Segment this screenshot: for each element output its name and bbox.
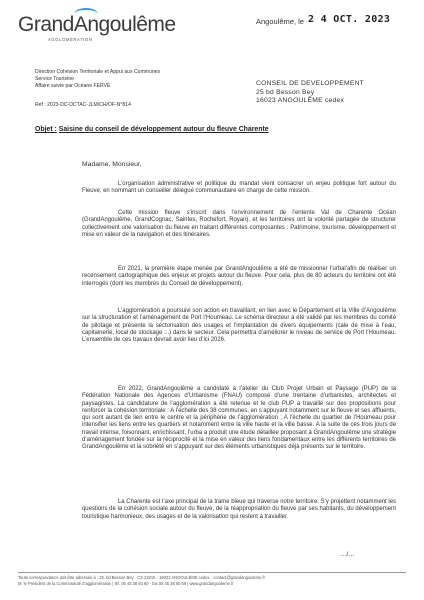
sender-block	[35, 69, 225, 91]
subject-label: Objet :	[35, 126, 57, 133]
body-paragraph: L’agglomération a poursuivi son action en travaillant, en lien avec le Département et la Ville d’Angoulême sur la structuration et l’aménagement de Port l’Houmeau. Le schéma directeur a été validé par les membres du comité de pilotage et présente la sectorisation des usages et l’implantation de divers équipements (cale de mise à l’eau, capitainerie, local de stockage ...) dans le secteur. Cela permettra d’améliorer le niveau de service de Port l’Houmeau. L’ensemble de ces travaux devrait avoir lieu d’ici 2026.	[82, 308, 396, 344]
logo-arc-icon	[74, 8, 98, 20]
subject-text: Saisine du conseil de développement autour du fleuve Charente	[58, 126, 269, 133]
recipient-line: 25 bd Besson Bey	[256, 88, 315, 96]
logo-tagline: AGGLOMÉRATION	[48, 37, 93, 42]
sender-line: Service Tourisme	[35, 76, 74, 83]
body-paragraph: La Charente est l’axe principal de la trame bleue qui traverse notre territoire. S’y projettent notamment les questions de la cohésion sociale autour du fleuve, de la réappropriation du fleuve par ses habitants, du développement touristique harmonieux, des usages et de la valorisation qui restent à travailler.	[82, 499, 396, 520]
footer-contact: M. le Président de la Communauté d’agglomération | tél. 05 45 38 60 60 · fax 05 45 38 60 59 | www.grandangouleme.fr	[18, 581, 234, 586]
logo-text: GrandAngoulême	[18, 13, 176, 36]
subject-line	[35, 126, 269, 133]
reference: Réf : 2023-DC-DCTAC-JLM/CH/OF-N°814	[35, 102, 131, 108]
continuation-marker: …/…	[340, 551, 355, 558]
footer	[18, 575, 408, 587]
date-stamp: 2 4 OCT. 2023	[308, 14, 391, 25]
footer-divider	[18, 572, 406, 573]
recipient-line: CONSEIL DE DEVELOPPEMENT	[256, 80, 365, 87]
recipient-line: 16023 ANGOULÊME cedex	[256, 97, 345, 104]
sender-line: Direction Cohésion Territoriale et Appui aux Communes	[35, 69, 161, 75]
place-label: Angoulême, le	[256, 17, 304, 26]
recipient-address	[256, 80, 364, 106]
body-paragraph: En 2021, la première étape menée par GrandAngoulême a été de missionner l’urbal’afin de réaliser un recensement cartographique des enjeux et projets autour du fleuve. Pour cela, plus de 80 acteurs du territoire ont été interrogés (dont les membres du Conseil de développement).	[82, 266, 396, 287]
footer-address: Toute correspondance doit être adressée à : 25, bd Besson Bey · CS 23215 · 16023 ANGOULÊME cedex · contact@grandangouleme.fr	[18, 575, 265, 580]
greeting: Madame, Monsieur,	[82, 161, 142, 168]
body-paragraph: En 2022, GrandAngoulême a candidaté à l’atelier du Club Projet Urbain et Paysage (PUP) de la Fédération Nationale des Agences d’Urbanisme (FNAU) composé d’une trentaine d’urbanistes, architectes et paysagistes. La candidature de l’agglomération a été retenue et le club PUP a travaillé sur des propositions pour renforcer la cohésion territoriale : A l’échelle des 38 communes, en s’appuyant notamment sur le fleuve et ses affluents, qui sont autant de lien entre le centre et la périphérie de l’agglomération ; A l’échelle du quartier de l’Houmeau pour intensifier les liens entre les quartiers et notamment entre la ville haute et la ville basse. A la suite de ces trois jours de travail intense, foisonnant, enrichissant, l’urba a produit une étude détaillée proposant à GrandAngoulême une stratégie d’aménagement fondée sur la réciprocité et la mise en valeur des liens fondamentaux entre les différents territoires de GrandAngoulême et la sobriété en s’appuyant sur des éléments urbanistiques déjà présents sur le territoire.	[82, 386, 396, 451]
grandangouleme-logo	[18, 13, 176, 54]
body-paragraph: L’organisation administrative et politique du mandat vient consacrer un enjeu politique fort autour du Fleuve, en nommant un conseiller délégué communautaire en charge de cette mission.	[82, 181, 396, 195]
sender-line: Affaire suivie par Océane FERVÉ	[35, 83, 111, 90]
body-paragraph: Cette mission fleuve s’inscrit dans l’environnement de l’entente Val de Charente Océan (GrandAngoulême, GrandCognac, Saintes, Rochefort, Royan), et les territoires ont la volonté partagée de structurer collectivement une valorisation du fleuve en traitant différentes composantes : Patrimoine, tourisme, développement et mise en valeur de la navigation et des itinéraires.	[82, 210, 396, 238]
